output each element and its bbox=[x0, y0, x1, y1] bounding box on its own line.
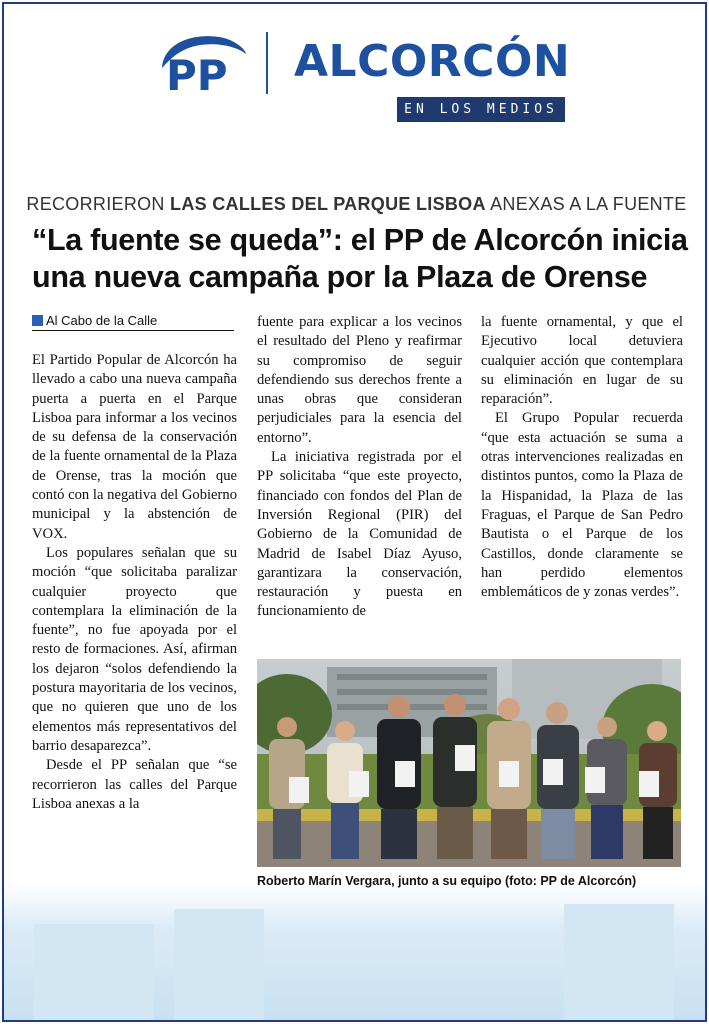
article-kicker bbox=[4, 194, 707, 215]
paragraph: la fuente ornamental, y que el Ejecutivo local detuviera cualquier acción que contemplara su eliminación en lugar de su reparación”. bbox=[481, 314, 683, 408]
paragraph: fuente para explicar a los vecinos el resultado del Pleno y reafirmar su compromiso de seguir defendiendo sus derechos frente a unas obras que consideran perjudiciales para la esencia del entorno”. bbox=[257, 314, 462, 446]
kicker-post: ANEXAS A LA FUENTE bbox=[485, 194, 687, 214]
article-column-1 bbox=[32, 351, 237, 814]
kicker-bold: LAS CALLES DEL PARQUE LISBOA bbox=[170, 194, 486, 214]
header-divider bbox=[266, 32, 268, 94]
pp-logo-text: PP bbox=[166, 51, 228, 98]
article-column-2 bbox=[257, 313, 462, 622]
group-photo bbox=[257, 659, 681, 867]
pp-logo bbox=[154, 28, 254, 98]
masthead bbox=[4, 4, 707, 184]
background-wash bbox=[4, 884, 707, 1022]
paragraph: El Partido Popular de Alcorcón ha llevado a cabo una nueva campaña puerta a puerta en el Parque Lisboa para informar a los vecinos de su defensa de la conservación de la fuente ornamental de la Plaza de Orense, tras la moción que contó con la negativa del Gobierno municipal y la abstención de VOX. bbox=[32, 352, 237, 542]
paragraph: Los populares señalan que su moción “que solicitaba paralizar cualquier proyecto que contemplara la eliminación de la fuente”, no fue apoyada por el resto de formaciones. Así, afirman los dejaron “solos defendiendo la postura mayoritaria de los vecinos, que no quieren que uno de los elementos más representativos del barrio desaparezca”. bbox=[32, 544, 237, 754]
clipping-frame bbox=[2, 2, 707, 1022]
paragraph: El Grupo Popular recuerda “que esta actuación se suma a otras intervenciones realizadas en distintos puntos, como la Plaza de la Hispanidad, la Plaza de las Fraguas, el Parque de San Pedro Bautista o el Parque de los Castillos, donde claramente se han perdido elementos emblemáticos de y zonas verdes”. bbox=[481, 410, 683, 601]
headline-line-1: “La fuente se queda”: el PP de Alcorcón inicia bbox=[32, 223, 688, 257]
photo-caption: Roberto Marín Vergara, junto a su equipo (foto: PP de Alcorcón) bbox=[257, 874, 637, 888]
group-photo-illustration bbox=[257, 659, 681, 867]
paragraph: Desde el PP señalan que “se recorrieron las calles del Parque Lisboa anexas a la bbox=[32, 757, 237, 812]
kicker-pre: RECORRIERON bbox=[26, 194, 171, 214]
section-square-icon bbox=[32, 315, 43, 326]
headline-line-2: una nueva campaña por la Plaza de Orense bbox=[32, 260, 648, 294]
section-tag bbox=[32, 312, 234, 331]
media-tag: EN LOS MEDIOS bbox=[397, 97, 565, 122]
paragraph: La iniciativa registrada por el PP solicitaba “que este proyecto, financiado con fondos del Plan de Inversión Regional (PIR) del Gobierno de la Comunidad de Madrid de Isabel Díaz Ayuso, garantizara la conservación, restauración y puesta en funcionamiento de bbox=[257, 449, 462, 620]
section-label: Al Cabo de la Calle bbox=[46, 313, 158, 328]
brand-title: ALCORCÓN bbox=[294, 36, 571, 87]
article-headline bbox=[32, 222, 692, 296]
article-column-3 bbox=[481, 313, 683, 602]
